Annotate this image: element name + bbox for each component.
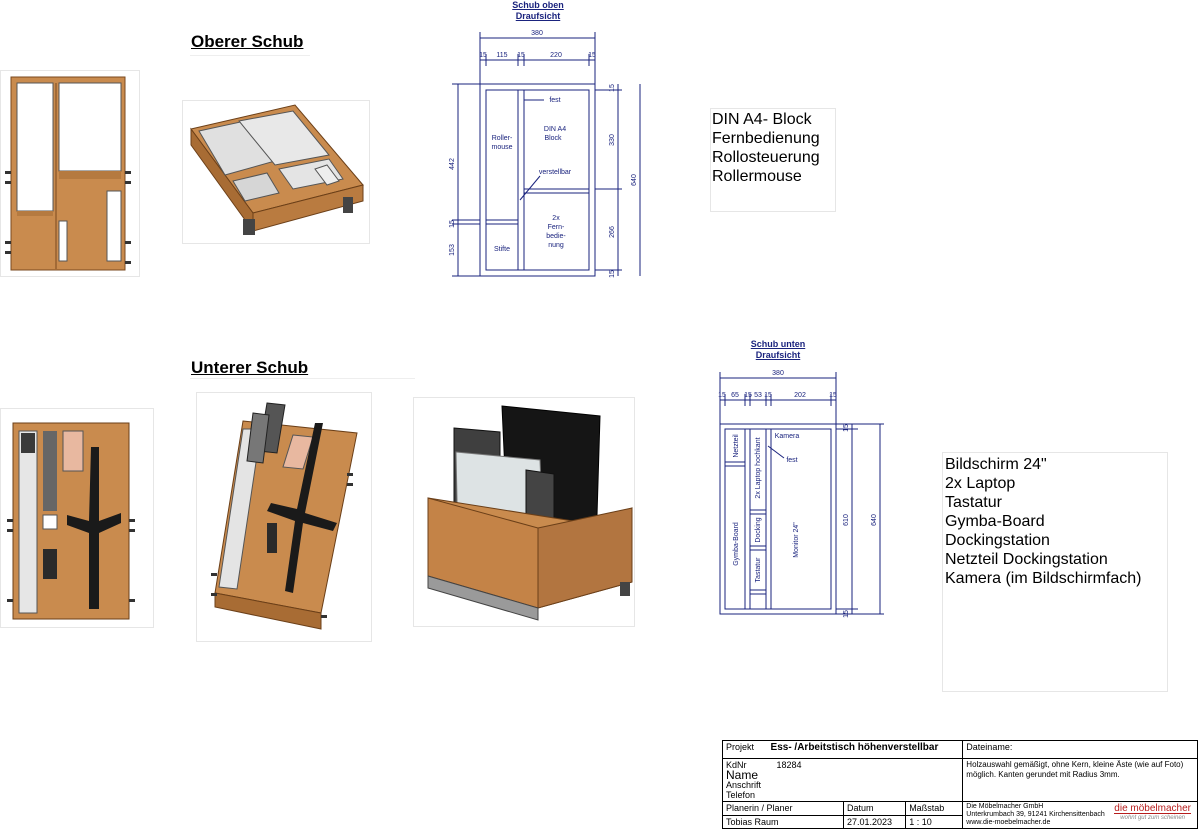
dim-part: 15 (718, 392, 726, 399)
list-item: Dockingstation (945, 532, 1050, 549)
heading-underline-box (190, 55, 310, 56)
dim-right: 15 (609, 84, 616, 92)
kdnr-label: KdNr (726, 760, 747, 770)
dim-total-height: 640 (631, 174, 638, 186)
upper-drawing-title: Schub oben Draufsicht (512, 0, 564, 21)
dim-left: 15 (449, 220, 456, 228)
kdnr-value: 18284 (776, 760, 802, 770)
company-logo: die möbelmacher wohnt gut zum scheinen (1114, 803, 1191, 821)
company-web: www.die-moebelmacher.de (966, 819, 1051, 826)
label-stifte: Stifte (494, 246, 510, 253)
label-fernbedienung: 2x (552, 215, 560, 222)
lower-drawer-3d-side-render (413, 397, 635, 627)
massstab-value: 1 : 10 (906, 815, 963, 829)
dim-right: 610 (843, 514, 850, 526)
lower-drawing-title: Schub unten Draufsicht (750, 339, 806, 360)
dim-part: 65 (731, 392, 739, 399)
projekt-label: Projekt (726, 742, 755, 752)
dim-total-width: 380 (531, 30, 543, 37)
dim-part: 15 (829, 392, 837, 399)
planer-label: Planerin / Planer (723, 802, 844, 816)
label-kamera: Kamera (774, 433, 800, 440)
label-fernbedienung: Fern- (547, 224, 565, 231)
name-label: Name (726, 768, 759, 782)
label-rollermouse: mouse (491, 144, 513, 151)
dim-part: 15 (744, 392, 752, 399)
label-tastatur: Tastatur (755, 557, 762, 583)
dim-right: 15 (609, 270, 616, 278)
list-item: Netzteil Dockingstation (945, 551, 1108, 568)
dim-right: 330 (609, 134, 616, 146)
anschrift-label: Anschrift (726, 780, 762, 790)
dim-right: 266 (609, 226, 616, 238)
upper-drawer-3d-render (182, 100, 370, 244)
dim-part: 15 (764, 392, 772, 399)
label-rollermouse: Roller- (491, 135, 513, 142)
title-block (722, 740, 1198, 829)
label-docking: Docking (755, 517, 762, 543)
dim-left: 442 (449, 158, 456, 170)
label-monitor: Monitor 24" (793, 522, 800, 558)
dateiname-label: Dateiname: (963, 741, 1198, 759)
list-item: 2x Laptop (945, 475, 1016, 492)
label-fernbedienung: nung (548, 242, 564, 249)
label-fest: fest (786, 457, 798, 464)
list-item: Tastatur (945, 494, 1002, 511)
dim-left: 153 (449, 244, 456, 256)
planer-value: Tobias Raum (723, 815, 844, 829)
telefon-label: Telefon (726, 790, 756, 800)
company-name: Die Möbelmacher GmbH (966, 803, 1044, 810)
dim-part: 53 (754, 392, 762, 399)
company-address: Unterkrumbach 39, 91241 Kirchensittenbach (966, 811, 1105, 818)
projekt-value: Ess- /Arbeitstisch höhenverstellbar (770, 742, 939, 753)
upper-drawing-plan (440, 24, 660, 280)
dim-part: 15 (479, 52, 487, 59)
list-item: Fernbedienung (712, 130, 820, 147)
upper-contents-list (710, 108, 836, 212)
datum-value: 27.01.2023 (843, 815, 905, 829)
label-laptop: 2x Laptop hochkant (755, 437, 762, 499)
label-verstellbar: verstellbar (538, 169, 572, 176)
dim-part: 115 (496, 52, 508, 59)
label-din-a4: DIN A4 (543, 126, 567, 133)
dim-right: 15 (843, 424, 850, 432)
heading-upper-drawer: Oberer Schub (191, 32, 304, 51)
lower-drawing-plan (712, 364, 892, 620)
list-item: Rollosteuerung (712, 149, 820, 166)
label-din-a4: Block (544, 135, 562, 142)
list-item: Rollermouse (712, 168, 802, 185)
label-netzteil: Netzteil (733, 434, 740, 458)
label-fest: fest (549, 97, 561, 104)
datum-label: Datum (843, 802, 905, 816)
lower-contents-list (942, 452, 1168, 692)
dim-right: 15 (843, 610, 850, 618)
heading-underline-box (190, 378, 415, 379)
massstab-label: Maßstab (906, 802, 963, 816)
list-item: Kamera (im Bildschirmfach) (945, 570, 1142, 587)
label-gymba-board: Gymba-Board (733, 522, 740, 566)
heading-lower-drawer: Unterer Schub (191, 358, 309, 377)
dim-part: 15 (588, 52, 596, 59)
lower-drawer-3d-top-render (196, 392, 372, 642)
list-item: Bildschirm 24" (945, 456, 1047, 473)
lower-drawer-front-render (0, 408, 154, 628)
label-fernbedienung: bedie- (546, 233, 566, 240)
dim-part: 202 (794, 392, 806, 399)
list-item: DIN A4- Block (712, 111, 812, 128)
dim-total-height: 640 (871, 514, 878, 526)
note-text: Holzauswahl gemäßigt, ohne Kern, kleine Äste (wie auf Foto) möglich. Kanten gerundet mit Radius 3mm. (963, 759, 1198, 802)
dim-part: 15 (517, 52, 525, 59)
upper-drawer-front-render (0, 70, 140, 277)
list-item: Gymba-Board (945, 513, 1045, 530)
dim-part: 220 (550, 52, 562, 59)
dim-total-width: 380 (772, 370, 784, 377)
